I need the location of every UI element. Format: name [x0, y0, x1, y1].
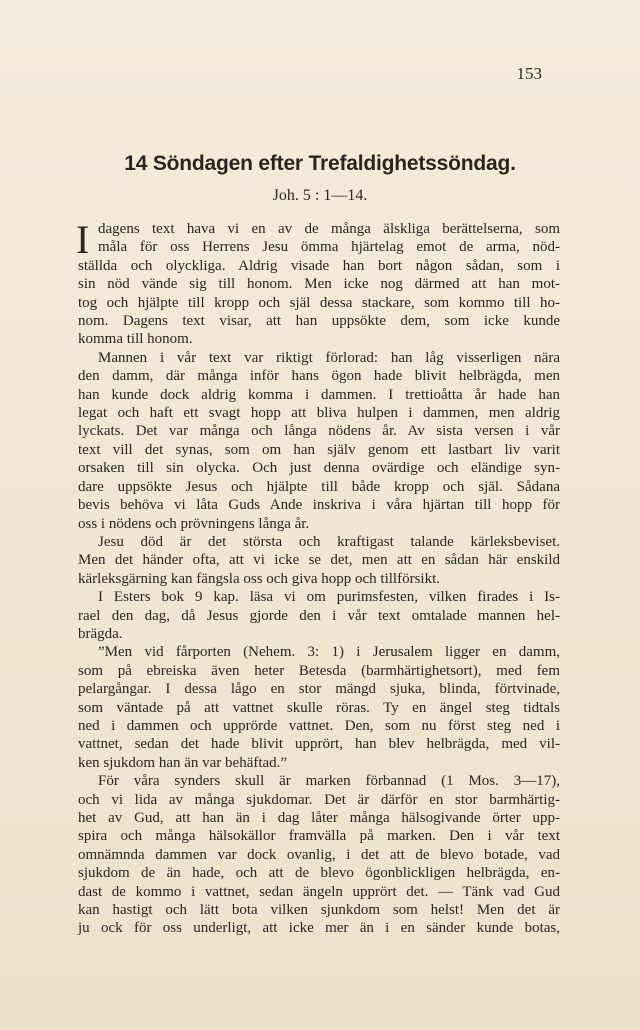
- text-line: kan hastigt och lätt bota vilken sjunkdom som helst! Men det är: [78, 902, 560, 919]
- text-line: brägda.: [78, 625, 123, 642]
- text-line: pelargångar. I dessa lågo en stor mängd sjuka, blinda, förtvinade,: [78, 681, 560, 698]
- text-line: kärleksgärning kan fängsla oss och giva hopp och tillförsikt.: [78, 570, 441, 587]
- text-line: dagens text hava vi en av de många älskliga berättelserna, som: [98, 221, 560, 237]
- text-line: Men det händer ofta, att vi icke se det, men att en sådan här enskild: [78, 552, 560, 569]
- text-line: dast de kommo i vattnet, sedan ängeln upprört det. — Tänk vad Gud: [78, 883, 560, 900]
- text-line: han kunde dock aldrig komma i dammen. I trettioåtta år hade han: [78, 386, 560, 403]
- text-line: sjukdom de än hade, och att de blevo ögonblickligen helbrägda, en-: [78, 865, 560, 882]
- drop-cap: I: [76, 217, 90, 262]
- text-line: sin nöd vände sig till honom. Men icke nog därmed att han mot-: [78, 276, 560, 293]
- text-line: Mannen i vår text var riktigt förlorad: han låg visserligen nära: [98, 349, 560, 366]
- text-line: ”Men vid fårporten (Nehem. 3: 1) i Jerusalem ligger en damm,: [98, 644, 560, 661]
- text-line: bevis behöva vi låta Guds Ande inskriva i våra hjärtan till hopp för: [78, 497, 560, 514]
- text-line: ju ock för oss underligt, att icke mer än i en sänder kunde botas,: [78, 920, 560, 937]
- text-line: tog och hjälpte till kropp och själ dessa stackare, som kommo till ho-: [78, 294, 560, 311]
- text-line: den damm, där många inför hans ögon hade blivit helbrägda, men: [78, 368, 560, 385]
- text-line: oss i nödens och prövningens långa år.: [78, 515, 310, 532]
- text-line: För våra synders skull är marken förbannad (1 Mos. 3—17),: [98, 773, 560, 790]
- text-line: som på ebreiska även heter Betesda (barmhärtighetsort), med fem: [78, 662, 560, 679]
- text-line: het av Gud, att han än i dag låter många hälsogivande örter upp-: [78, 810, 560, 826]
- text-line: spira och många hälsokällor framvälla på marken. Den i vår text: [78, 828, 560, 845]
- scripture-reference: Joh. 5 : 1—14.: [272, 187, 368, 204]
- text-line: som väntade på att vattnet skulle röras. Ty en ängel steg tidtals: [78, 699, 560, 716]
- page-title: 14 Söndagen efter Trefaldighetssöndag.: [124, 152, 516, 175]
- text-line: Jesu död är det största och kraftigast talande kärleksbeviset.: [98, 533, 560, 550]
- text-line: ställda och olyckliga. Aldrig visade han bort någon sådan, som i: [78, 257, 560, 274]
- text-line: nom. Dagens text visar, att han uppsökte dem, som icke kunde: [78, 313, 560, 330]
- text-line: och vi lida av många sjukdomar. Det är därför en stor barmhärtig-: [78, 791, 560, 808]
- text-line: komma till honom.: [78, 331, 193, 348]
- text-line: måla för oss Herrens Jesu ömma hjärtelag emot de arma, nöd-: [98, 239, 560, 256]
- text-line: vattnet, sedan det hade blivit upprört, han blev helbrägda, med vil-: [78, 736, 560, 753]
- text-line: ken sjukdom han än var behäftad.”: [78, 754, 288, 771]
- text-line: omnämnda dammen var dock ovanlig, i det att de blevo botade, vad: [78, 846, 560, 863]
- text-line: dare uppsökte Jesus och hjälpte till både kropp och själ. Sådana: [78, 478, 560, 495]
- text-line: I Esters bok 9 kap. läsa vi om purimsfesten, vilken firades i Is-: [98, 589, 560, 606]
- text-line: lyckats. Det var många och långa nödens år. Av sista versen i vår: [78, 423, 560, 440]
- text-line: rael den dag, då Jesus gjorde den i vår text omtalade mannen hel-: [78, 607, 560, 624]
- text-line: text vill det synas, som om han själv genom ett lastbart liv varit: [78, 441, 560, 458]
- page-number: 153: [516, 64, 542, 83]
- text-line: ned i dammen och upprörde vattnet. Den, som nu först steg ned i: [78, 717, 560, 734]
- text-line: orsaken till sin olycka. Och just denna ovärdige och eländige syn-: [78, 460, 560, 477]
- body-text: [76, 217, 560, 938]
- text-line: legat och haft ett svagt hopp att bliva hulpen i dammen, men aldrig: [78, 405, 560, 422]
